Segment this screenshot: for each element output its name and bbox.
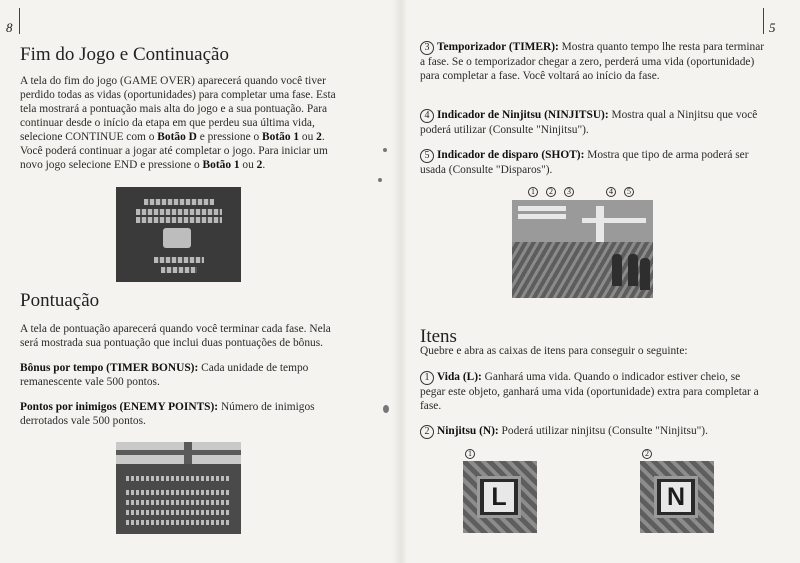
ninjitsu-item: 2 Ninjitsu (N): Poderá utilizar ninjitsu (Consulte "Ninjitsu"). — [420, 424, 765, 439]
print-smudge — [383, 405, 389, 413]
bold-run: 2 — [316, 131, 322, 143]
section-title-game-over: Fim do Jogo e Continuação — [20, 44, 229, 65]
shot-indicator-item: 5 Indicador de disparo (SHOT): Mostra que tipo de arma poderá ser usada (Consulte "Disparos"). — [420, 149, 749, 176]
item-tile-number: 1 — [465, 449, 475, 459]
enemy-points-label: Pontos por inimigos (ENEMY POINTS): — [20, 401, 219, 413]
text-run: ou — [299, 131, 317, 143]
game-over-screenshot — [116, 187, 241, 282]
life-item-image — [463, 461, 537, 533]
bold-run: Botão D — [157, 131, 197, 143]
bold-run: Botão 1 — [262, 131, 300, 143]
page-gutter — [393, 0, 407, 563]
text-run: e pressione o — [196, 131, 263, 143]
page-number-right: 5 — [769, 20, 776, 35]
callout-1: 1 — [528, 187, 538, 197]
section-title-pontuacao: Pontuação — [20, 290, 100, 311]
pontuacao-paragraph: A tela de pontuação aparecerá quando você terminar cada fase. Nela será mostrada sua pontuação que inclui duas pontuações de bônus. — [20, 323, 331, 349]
game-over-paragraph — [20, 74, 338, 172]
print-smudge — [383, 148, 387, 152]
timer-bonus-label: Bônus por tempo (TIMER BONUS): — [20, 362, 199, 374]
text-run: ou — [239, 159, 257, 171]
life-item: 1 Vida (L): Ganhará uma vida. Quando o indicador estiver cheio, se pegar este objeto, ganhará uma vida (oportunidade) extra para completar a fase. — [420, 371, 759, 412]
score-screenshot — [116, 442, 241, 534]
hud-screenshot — [512, 200, 653, 298]
section-title-itens: Itens — [420, 326, 457, 347]
text-run: A tela do fim do jogo (GAME OVER) aparecerá quando você tiver perdido todas as vidas (oportunidades) para completar uma fase. Esta tela mostrará a pontuação mais alta do jogo e a sua pontuação. Para continuar desde o início da etapa em que perdeu sua última vida, selecione CONTINUE com o — [20, 75, 336, 143]
timer-bonus-paragraph: Bônus por tempo (TIMER BONUS): Cada unidade de tempo remanescente vale 500 pontos. — [20, 362, 309, 388]
timer-item: 3 Temporizador (TIMER): Mostra quanto tempo lhe resta para terminar a fase. Se o temporizador chegar a zero, perderá uma vida (oportunidade) para completar a fase. Você voltará ao início da fase. — [420, 41, 765, 82]
ninjitsu-indicator-item: 4 Indicador de Ninjitsu (NINJITSU): Mostra qual a Ninjitsu que você poderá utilizar (Consulte "Ninjitsu"). — [420, 109, 758, 136]
page-rule — [763, 8, 764, 34]
item-tile-number: 2 — [642, 449, 652, 459]
screenshot-callouts — [528, 187, 640, 201]
life-letter: L — [484, 482, 514, 512]
page-number-left: 8 — [6, 20, 13, 35]
ninjitsu-item-image — [640, 461, 714, 533]
bold-run: 2 — [256, 159, 263, 171]
itens-intro: Quebre e abra as caixas de itens para conseguir o seguinte: — [420, 345, 688, 357]
ninja-portrait — [163, 228, 191, 248]
callout-2: 2 — [546, 187, 556, 197]
bold-run: Botão 1 — [202, 159, 240, 171]
page-rule — [19, 8, 20, 34]
callout-3: 3 — [564, 187, 574, 197]
enemy-points-paragraph: Pontos por inimigos (ENEMY POINTS): Número de inimigos derrotados vale 500 pontos. — [20, 401, 315, 427]
ninjitsu-letter: N — [661, 482, 691, 512]
text-run: . Você poderá continuar a jogar até completar o jogo. Para iniciar um novo jogo selecione END e pressione o — [20, 131, 328, 171]
text-run: . — [262, 159, 266, 171]
callout-4: 4 — [606, 187, 616, 197]
callout-5: 5 — [624, 187, 634, 197]
print-smudge — [378, 178, 382, 182]
